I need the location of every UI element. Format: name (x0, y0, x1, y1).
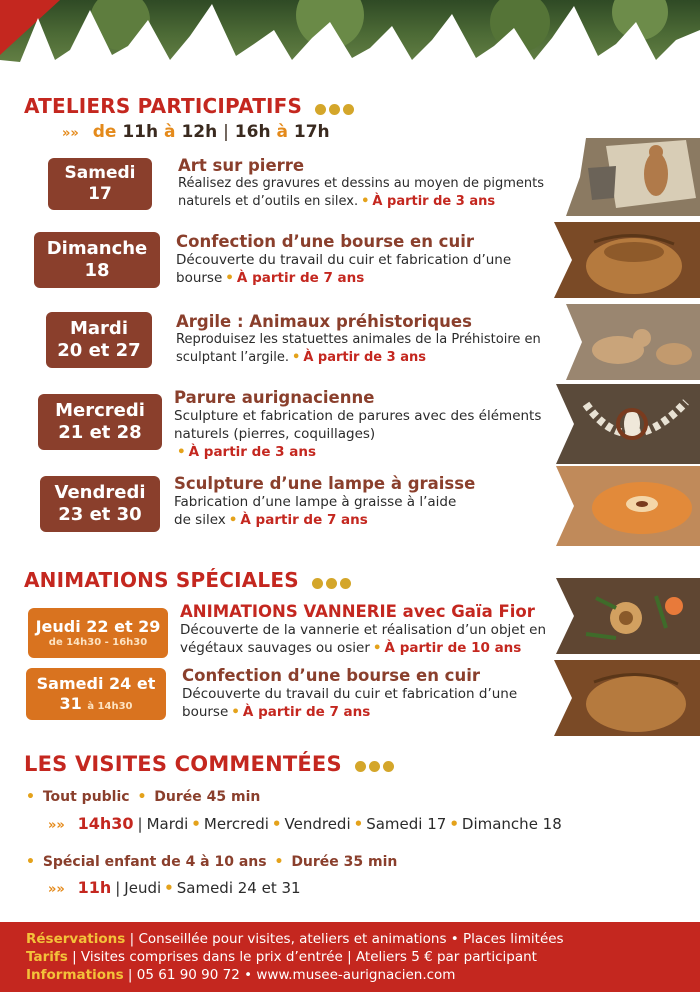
badge-day: Samedi (64, 162, 136, 183)
visites-section-title (24, 752, 397, 777)
badge-day: Vendredi (54, 481, 146, 503)
leather-pouch-photo (554, 222, 700, 298)
visit-schedule-public: »» 14h30 | Mardi • Mercredi • Vendredi • Samedi 17 • Dimanche 18 (48, 814, 562, 833)
visit-day: Samedi 24 et 31 (176, 879, 301, 897)
ateliers-hours (62, 122, 330, 142)
visit-day: Vendredi (284, 815, 351, 833)
visit-group-enfant: • Spécial enfant de 4 à 10 ans • Durée 35 min (26, 854, 398, 870)
visit-day: Mercredi (203, 815, 269, 833)
activity-art-sur-pierre (178, 156, 578, 211)
date-badge (40, 476, 160, 532)
visit-group-public: • Tout public • Durée 45 min (26, 789, 261, 805)
activity-age: À partir de 3 ans (188, 444, 317, 460)
visit-time: 14h30 (77, 814, 134, 833)
badge-date: 17 (88, 184, 112, 204)
activity-argile (176, 312, 562, 367)
visit-day: Dimanche 18 (461, 815, 562, 833)
decorative-dots (315, 96, 357, 120)
activity-title: Confection d’une bourse en cuir (176, 232, 475, 251)
animations-section-title (24, 568, 354, 594)
tarifs-label: Tarifs (26, 949, 68, 965)
clay-animals-photo (566, 304, 700, 380)
activity-description: Découverte du travail du cuir et fabrication d’une bourse • À partir de 7 ans (176, 252, 512, 286)
hours-a2: à (276, 122, 288, 142)
activity-description: Sculpture et fabrication de parures avec des éléments naturels (pierres, coquillages) • À partir de 3 ans (174, 408, 542, 460)
badge-time: à 14h30 (87, 701, 133, 712)
activity-title: Art sur pierre (178, 156, 305, 175)
date-badge (26, 668, 166, 720)
activity-desc-text: Reproduisez les statuettes animales de la Préhistoire en sculptant l’argile. (176, 332, 541, 365)
activity-title: Argile : Animaux préhistoriques (176, 312, 472, 331)
visit-duration: Durée 45 min (154, 789, 261, 805)
activity-lampe (174, 474, 554, 529)
footer-reservations (26, 930, 700, 948)
activity-age: À partir de 3 ans (303, 350, 426, 365)
date-badge (28, 608, 168, 658)
hours-a: à (164, 122, 176, 142)
activity-age: À partir de 7 ans (240, 512, 368, 528)
activity-bourse-cuir-2 (182, 666, 562, 721)
activity-age: À partir de 7 ans (236, 270, 365, 286)
visit-audience: Tout public (42, 789, 130, 805)
stone-art-photo (566, 138, 700, 216)
hours-start1: 11h (122, 122, 159, 142)
footer-tarifs (26, 948, 700, 966)
decorative-dots (355, 753, 397, 777)
ateliers-section-title (24, 94, 357, 120)
activity-bourse-cuir (176, 232, 556, 287)
double-arrow-icon: »» (62, 126, 79, 141)
activity-vannerie (180, 602, 560, 657)
hours-start2: 16h (234, 122, 271, 142)
badge-date: 23 et 30 (58, 504, 142, 525)
informations-text[interactable]: | 05 61 90 90 72 • www.musee-aurignacien.com (127, 967, 456, 983)
badge-day: Mercredi (55, 399, 145, 421)
leather-pouch-photo-2 (554, 660, 700, 736)
hours-separator: | (223, 122, 229, 142)
reservations-label: Réservations (26, 931, 126, 947)
visit-audience: Spécial enfant de 4 à 10 ans (42, 854, 267, 870)
activity-description: Fabrication d’une lampe à graisse à l’aide de silex • À partir de 7 ans (174, 494, 457, 528)
badge-day-continued: 31 (59, 694, 82, 713)
badge-day: Mardi (70, 317, 128, 339)
decorative-dots (312, 570, 354, 594)
date-badge (46, 312, 152, 368)
activity-age: À partir de 10 ans (384, 640, 522, 656)
date-badge (38, 394, 162, 450)
informations-label: Informations (26, 967, 124, 983)
activity-title: Confection d’une bourse en cuir (182, 666, 481, 685)
grease-lamp-photo (556, 466, 700, 546)
animations-title-text: ANIMATIONS SPÉCIALES (24, 568, 299, 592)
activity-desc-text: Découverte du travail du cuir et fabrication d’une bourse (182, 686, 518, 720)
visit-duration: Durée 35 min (291, 854, 398, 870)
double-arrow-icon: »» (48, 818, 65, 833)
date-badge (34, 232, 160, 288)
activity-desc-text: Découverte de la vannerie et réalisation d’un objet en végétaux sauvages ou osier (180, 622, 547, 656)
visites-title-text: LES VISITES COMMENTÉES (24, 752, 342, 776)
activity-description: Découverte de la vannerie et réalisation d’un objet en végétaux sauvages ou osier • À partir de 10 ans (180, 622, 547, 656)
basketry-photo (556, 578, 700, 654)
visit-schedule-enfant: »» 11h | Jeudi • Samedi 24 et 31 (48, 878, 301, 897)
activity-title: Sculpture d’une lampe à graisse (174, 474, 476, 493)
activity-description: Réalisez des gravures et dessins au moyen de pigments naturels et d’outils en silex. • À partir de 3 ans (178, 176, 545, 209)
hours-de: de (92, 122, 117, 142)
hours-end2: 17h (293, 122, 330, 142)
badge-date: 18 (84, 260, 110, 281)
activity-desc-text: Découverte du travail du cuir et fabrication d’une bourse (176, 252, 512, 286)
footer-info (0, 922, 700, 992)
necklace-photo (556, 384, 700, 464)
visit-day: Jeudi (124, 879, 162, 897)
visit-time: 11h (77, 878, 112, 897)
ateliers-title-text: ATELIERS PARTICIPATIFS (24, 94, 303, 118)
activity-title: ANIMATIONS VANNERIE avec Gaïa Fior (180, 602, 535, 621)
activity-age: À partir de 7 ans (242, 704, 371, 720)
activity-title: Parure aurignacienne (174, 388, 375, 407)
activity-description: Découverte du travail du cuir et fabrication d’une bourse • À partir de 7 ans (182, 686, 518, 720)
badge-day: Jeudi 22 et 29 (35, 616, 161, 636)
activity-parure (174, 388, 554, 461)
tree-silhouettes (0, 0, 700, 78)
activity-description: Reproduisez les statuettes animales de la Préhistoire en sculptant l’argile. • À partir de 3 ans (176, 332, 541, 365)
badge-time: de 14h30 - 16h30 (48, 636, 148, 648)
activity-desc-text: Fabrication d’une lampe à graisse à l’aide de silex (174, 494, 457, 528)
visit-day: Samedi 17 (366, 815, 447, 833)
activity-desc-text: Sculpture et fabrication de parures avec des éléments naturels (pierres, coquillages) (174, 408, 542, 442)
footer-informations (26, 966, 700, 984)
hours-end1: 12h (181, 122, 218, 142)
activity-desc-text: Réalisez des gravures et dessins au moyen de pigments naturels et d’outils en silex. (178, 176, 545, 209)
tarifs-text: | Visites comprises dans le prix d’entrée | Ateliers 5 € par participant (72, 949, 537, 965)
reservations-text: | Conseillée pour visites, ateliers et animations • Places limitées (129, 931, 564, 947)
badge-day: Dimanche (46, 237, 148, 259)
badge-date: 20 et 27 (57, 340, 141, 361)
forest-banner (0, 0, 700, 78)
double-arrow-icon: »» (48, 882, 65, 897)
date-badge (48, 158, 152, 210)
visit-day: Mardi (146, 815, 189, 833)
activity-age: À partir de 3 ans (372, 194, 496, 209)
badge-day: Samedi 24 et (36, 674, 156, 693)
badge-date: 21 et 28 (58, 422, 142, 443)
